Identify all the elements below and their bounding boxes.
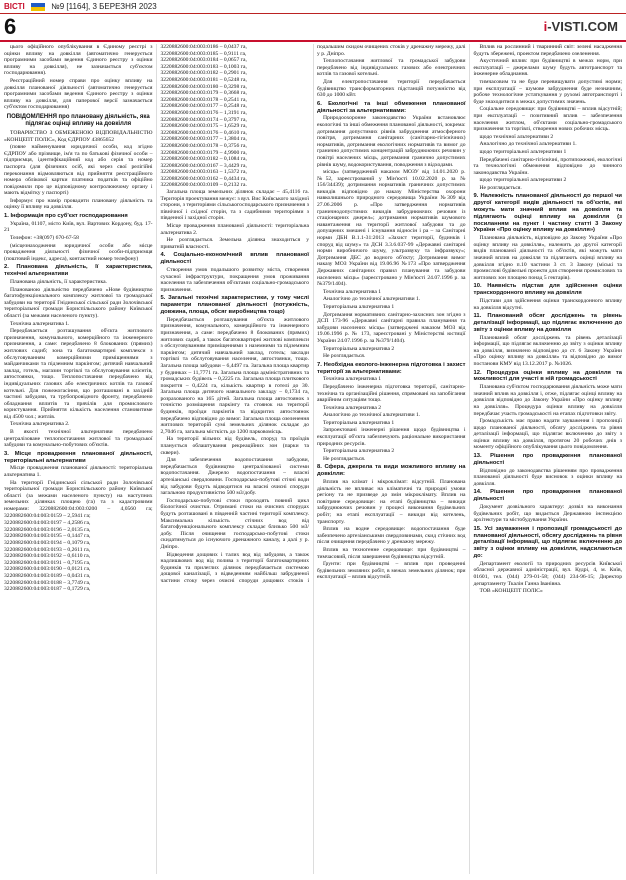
paragraph: Дотримання нормативних санітарно-захисних зон згідно з ДСП 173-96 «Державні санітарні правила планування та забудови населених місць» (затверджені наказом МОЗ від 19.06.1996 р. № 173, зареєстровані у Міністерстві юстиції України 24.07.1996 р. за №379/1404). (317, 311, 466, 344)
paragraph: Телефон: +38(097) 670-67-58 (10, 235, 79, 242)
section-heading: 8. Сфера, джерела та види можливого впливу на довкілля: (317, 464, 466, 478)
paragraph: Планованою діяльністю передбачено «Нове будівництво багатофункціонального комплексу житлової та громадської забудови на території Гнідинської сільської ради Золочівської територіальної громади Бориспільського району Київської області (за межами населеного пункту). (4, 286, 153, 319)
paragraph: Створення умов подальшого розвитку міста, створення сучасної інфраструктури, покращення умов проживання населення та забезпечення об'єктами соціально-громадського призначення. (160, 267, 309, 293)
paragraph: Планована діяльність, відповідно до Закону України «Про оцінку впливу на довкілля», належить до другої категорії видів планованої діяльності та об'єктів, які можуть мати значний вплив на довкілля та підлягають оцінці впливу на довкілля згідно п.10 частини 3 ст. 3 Закону (міські та промислові будівельні проекти для створення промислових та житлових зон площею понад 5 гектарів). (473, 235, 622, 281)
paragraph: Реєстраційний номер справи про оцінку впливу на довкілля планованої діяльності (автоматично генерується програмними засобами ведення Єдиного реєстру з оцінки впливу на довкілля, для паперової версії зазначається суб'єктом господарювання) (4, 77, 153, 111)
paragraph: Вплив на рослинний і тваринний світ: зелені насадження будуть збережені, проектом передбачено озеленення. (473, 44, 622, 57)
paragraph: Вплив на водне середовище: водопостачання буде забезпечено артезіанськими свердловинами, скид стічних вод після очищення передбачено у дренажну мережу. (317, 526, 466, 546)
paragraph: Територіальна альтернатива 2 (323, 345, 395, 352)
cadastral-item: 3220882600:04:003:0163 – 1,5372 га, (160, 169, 247, 176)
cadastral-item: 3220882600:04:003:0174 – 0,3797 га, (160, 116, 247, 123)
cadastral-item: 3220882600:04:003:0178 – 0,3756 га, (160, 142, 247, 149)
site-logo-highlight: i (543, 19, 548, 34)
paragraph: Аналогічно до технічної альтернативи 1. (323, 412, 421, 419)
paragraph: Територіальна альтернатива 1 (323, 419, 395, 426)
page-number: 6 (4, 14, 17, 39)
paragraph: На території вільних від будівель, споруд та проїздів планується облаштування рекреаційних зон (парки та сквери). (160, 436, 309, 456)
cadastral-item: 3220882600:04:003:0175 – 1,6529 га, (160, 123, 247, 130)
paragraph: Громадськість має право надати зауваження і пропозиції щодо планованої діяльності, обсягу досліджень та рівня деталізації інформації, що підлягає включенню до звіту з оцінки впливу на довкілля, протягом 20 робочих днів з моменту офіційного опублікування цього повідомлення. (473, 418, 622, 451)
cadastral-item: 3220882600:04:003:0188 – 3,7749 га, (4, 579, 91, 586)
paragraph: Місце провадження планованої діяльності: територіальна альтернатива 2. (160, 223, 309, 236)
site-logo[interactable] (544, 19, 618, 34)
paragraph: Запроектовані інженерні рішення щодо будівництва і експлуатації об'єкта забезпечують раціональне використання природних ресурсів. (317, 427, 466, 447)
cadastral-item: 3220882600:04:003:0109 – 0,2132 га. (160, 182, 247, 189)
cadastral-item: 3220882600:04:003:0177 – 1,3804 га, (160, 136, 247, 143)
cadastral-item: 3220882600:04:003:0186 – 0,0437 га, (160, 44, 247, 50)
cadastral-item: 3220882600:04:003:0179 – 4,9900 га, (160, 149, 247, 156)
paragraph: Не розглядається. (479, 184, 522, 191)
section-heading: 3. Місце провадження планованої діяльності, територіальні альтернативи (4, 450, 153, 464)
paragraph: Загальна площа земельних ділянок складає – 45,4116 га. Територія проектування межує: з вул. Вис Київського західної сторони, з територіями сільськогосподарського призначення з північної і східної сторін, та з садибними територіями з південної і західної сторін. (160, 189, 310, 222)
paragraph: Акустичний вплив: при будівництві в межах норм, при експлуатації – джерелами шуму будуть автотранспорт та інженерне обладнання. (473, 58, 622, 78)
paragraph: Вплив на клімат і мікроклімат: відсутній. Планована діяльність не впливає на кліматичні та природні умови регіону та не призведе до змін мікроклімату. Вплив на повітряне середовище: на етапі будівництва – викиди забруднюючих речовин у процесі виконання будівельних робіт; на етапі експлуатації – викиди від котелень, транспорту. (317, 479, 466, 525)
header-bar (0, 0, 626, 14)
section-heading: 13. Рішення про провадження планованої діяльності (473, 453, 622, 466)
section-heading: 9. Належність планованої діяльності до першої чи другої категорії видів діяльності та об'єктів, які можуть мати значний вплив на довкілля та підлягають оцінці впливу на довкілля (з посиланням на пункт і частину статті 3 Закону України «Про оцінку впливу на довкілля») (473, 193, 622, 234)
cadastral-item: 3220882600:04:003:0187 – 0,1729 га, (4, 586, 91, 593)
paragraph: місць» (затверджений наказом МОЗУ від 14.01.2020 р. №52, зареєстрований у Мін'юсті 10.02.2020 р. за № 156/34439); дотримання нормативів граничних допустимих викидів відповідно до наказу Міністерства охорони навколишнього природного середовища України №309 від 27.06.2006 р. «Про затвердження нормативів граничнодопустимих викидів забруднюючих речовин із стаціонарних джерел»; дотримання нормативів шумового навантаження на території житлової забудови та до допущених змешені і існування відносін і ра – за Санітарні норми ДБН В.1.1-31:2013 «Захист території, будинків і споруд від шуму» та ДСН 3.3.6.037-99 «Державні санітарні норми виробничого шуму, ультразвуку та інфразвуку»; Дотримання ДБС до водного об'єкту; Дотримання вимог наказу МОЗ України від 19.06.96 №173 «Про затвердження Державних санітарних правил планування та забудови населених місць» (зареєстровано у Мін'юсті 24.07.1996 р. за №379/1404). (317, 169, 466, 288)
paragraph: Аналогічно до технічної альтернативи 1. (323, 296, 421, 303)
masthead (4, 2, 157, 11)
paragraph: Вплив на техногенне середовище: при будівництві – тимчасовий, після завершення будівництва відсутній. (317, 546, 466, 560)
paragraph: Місце провадження планованої діяльності: територіальна альтернатива 1. (4, 465, 153, 479)
paragraph: Аналогічно до технічної альтернативи 1. (479, 141, 577, 148)
cadastral-item: 3220882600:04:003:0182 – 0,1084 га, (160, 156, 247, 163)
paragraph: Для забезпечення водопостачання забудови, передбачається будівництво централізованої системи водопостачання. Джерело водопостачання – власні артезіанські свердловини. Господарсько-побутові стічні води від забудови будуть відводитися на власні очисні споруди загальною продуктивністю 500 м3/добу. (160, 457, 309, 497)
paragraph: Ґрунти: при будівництві – вплив при проведенні будівельних земляних робіт, в межах земельних ділянок; при експлуатації – вплив відсутній. (317, 561, 466, 581)
section-heading: 15. Усі зауваження і пропозиції громадськості до планованої діяльності, обсягу досліджень та рівня деталізації інформації, що підлягає включенню до звіту з оцінки впливу на довкілля, надсилаються до: (473, 525, 622, 560)
cadastral-item: 3220882600:04:003:0183 – 0,1003 га, (160, 63, 247, 70)
section-heading: 6. Екологічні та інші обмеження планованої діяльності за альтернативами: (317, 100, 466, 114)
paragraph: Для електропостачання території передбачається будівництво трансформаторних підстанцій потужністю від 630 до 1000 кВт. (317, 78, 466, 99)
paragraph: щодо технічної альтернативи 2 (479, 133, 554, 140)
cadastral-item: 3220882600:04:003:0162 – 0,4434 га, (160, 175, 247, 182)
paragraph: Планована суб'єктом господарювання діяльність може мати значний вплив на довкілля і, отже, підлягає оцінці впливу на довкілля відповідно до Закону України «Про оцінку впливу на довкілля». Процедура оцінки впливу на довкілля передбачає участь громадськості на етапах підготовки звіту. (473, 384, 622, 417)
paragraph: Планована діяльність, її характеристика. (10, 279, 107, 286)
paragraph: Передбачається розташування об'єкта житлового призначення, комунального, комерційного та інженерного призначення, а саме: передбачено 8 блокованих (прямих) житлових садиб, а також багатоквартирні житлові комплекси з обслуговуванням приміщеннями з наземними та підземним паркінгом; дитячий навчальний заклад, готель; заклади торгівлі та обслуговування населення, автостоянки, тощо. Загальна площа забудови – 6,4497 га. Загальна площа квартир у будинках – 11,7771 га. Загальна площа адміністративних та громадських будівель – 0,2225 га. Загальна площа плиткового покриття – 0,4224 га, кількість квартир в готелі до 30. Загальна площа дитячого навчального закладу – 0,1734 га, розрахованого на 165 дітей. Загальна площа автостоянок з точністю розміщення паркінгу та стоянок на території будинків, проїзди паркінгів та відкритих автостоянок передбачено відповідно до вимог. Загальна площа озеленення житлових територій сумі земельних ділянок складає до 2,7046 га, загальна місткість до 1200 парковомісць. (160, 316, 309, 435)
paragraph: Технічна альтернатива 2 (323, 404, 382, 411)
paragraph: Підстави для здійснення оцінки транскордонного впливу на довкілля відсутні. (473, 298, 622, 311)
cadastral-item: 3220882600:04:003:0185 – 0,9111 га, (160, 50, 247, 57)
paragraph: Відведення дощових і талих вод від забудови, а також надлишкових вод від полива з території багатоквартирних будинків та прилеглих ділянок передбачається системою дощової каналізації, з відведенням найбільш забрудненої частини стоку через очисні споруди дощових стоків і подальшим скидом очищених стоків у дренажну мережу, далі у р. Дніпро. (160, 44, 466, 584)
cadastral-item: 3220882600:04:003:0192 – 0,6110 га, (4, 553, 91, 560)
paragraph: тимчасовим та не буде перевищувати допустимі норми; при експлуатації – шумове забруднення буде незначним, робоче технологічне устаткування у рухомі автотранспорті і буде знаходитися в межах допустимих значень. (473, 78, 622, 105)
paragraph: (місцезнаходження юридичної особи або місце провадження діяльності фізичної особи-підприємця (поштовий індекс, адреса), контактний номер телефону) (4, 242, 153, 262)
paragraph: Природоохоронне законодавство України встановлює екологічні та інші обмеження планованої діяльності, зокрема: дотримання допустимих рівнів забруднення атмосферного повітря, дотримання санітарних (санітарно-гігієнічних) нормативів, дотримання екологічних нормативів та вимог до гранично допустимих концентрацій забруднюючих речовин у повітрі населених місць, дотримання гранично допустимих рівнів шуму, водокористування, поводження з відходами. (317, 115, 466, 168)
paragraph: Не розглядається. (323, 455, 366, 462)
cadastral-item: 3220882600:04:003:0197 – 4,2586 га, (4, 520, 91, 527)
paragraph: Технічна альтернатива 1. (10, 320, 70, 327)
paragraph: Не розглядається. (323, 353, 366, 360)
paragraph: Теплопостачання житлової та громадської забудови передбачено від індивідуальних газових або електричних котлів та газової котельні. (317, 58, 466, 78)
flag-icon (31, 3, 45, 11)
section-heading: 10. Наявність підстав для здійснення оцінки транскордонного впливу на довкілля (473, 283, 622, 297)
paragraph: Планований обсяг досліджень та рівень деталізації інформації, що підлягає включенню до звіту з оцінки впливу на довкілля, визначено відповідно до ст. 6 Закону України «Про оцінку впливу на довкілля» та відповідно до вимог постанови КМУ від 13.12.2017 р. №1026. (473, 334, 622, 367)
paragraph: Інформує про намір провадити плановану діяльність та оцінку її впливу на довкілля. (4, 197, 153, 211)
cadastral-item: 3220882600:04:003:0191 – 0,7195 га, (4, 559, 91, 566)
cadastral-item: 3220882600:04:003:0182 – 0,2901 га, (160, 70, 247, 77)
signature: ТОВ «КОНЦЕПТ ПОЛІС» (479, 588, 543, 595)
paragraph: Україна, 01107, місто Київ, вул. Вартових Кордону, буд. 17-21 (4, 220, 153, 234)
section-heading: 11. Планований обсяг досліджень та рівень деталізації інформації, що підлягає включенню до звіту з оцінки впливу на довкілля (473, 313, 622, 333)
paragraph: В якості технічної альтернативи передбачено централізоване теплопостачання житлової та громадської забудови та комунально-побутових об'єктів. (4, 429, 153, 449)
cadastral-item: 3220882600:04:003:0193 – 0,2611 га, (4, 546, 91, 553)
paragraph: щодо територіальної альтернативи 2 (479, 177, 567, 184)
cadastral-item: 3220882600:04:003:0194 – 0,1079 га, (4, 539, 91, 546)
section-heading: 2. Планована діяльність, її характеристика, технічні альтернативи (4, 264, 153, 278)
paragraph: На території Гнідинської сільської ради Золочівської територіальної громади Бориспільського району Київської області (за межами населеного пункту) на наступних земельних ділянках площею (га) та з кадастровими номерами: 3220882600:04:003:0200 – 4,0560 га; 3220882600:04:003:0159 – 2,5941 га; (4, 479, 153, 519)
section-heading: 7. Необхідна еколого-інженерна підготовка і захист території за альтернативами: (317, 361, 466, 375)
paragraph: Передбачені санітарно-гігієнічні, протипожежні, екологічні та технологічні обмеження відповідно до чинного законодавства України. (473, 156, 622, 176)
paragraph: Територіальна альтернатива 2 (323, 448, 395, 455)
cadastral-item: 3220882600:04:003:0180 – 0,3298 га, (160, 83, 247, 90)
paragraph: Технічна альтернатива 1 (323, 288, 382, 295)
cadastral-item: 3220882600:04:003:0179 – 0,3668 га, (160, 90, 247, 97)
cadastral-list (161, 117, 310, 190)
paper-name: ВІСТІ (4, 2, 25, 11)
section-heading: 1. Інформація про суб'єкт господарювання (4, 213, 128, 220)
section-heading: 4. Соціально-економічний вплив планованої діяльності (160, 252, 309, 266)
cadastral-item: 3220882600:04:003:0195 – 0,1447 га, (4, 533, 91, 540)
cadastral-item: 3220882600:04:003:0176 – 0,4610 га, (160, 129, 247, 136)
cadastral-item: 3220882600:04:003:0190 – 0,0121 га, (4, 566, 91, 573)
paragraph: Департамент екології та природних ресурсів Київської обласної державної адміністрації, вул. Кудрі, 4, м. Київ, 01601, тел. (044) 279-01-58; (044) 234-96-15; Директор департаменту Ткалін Ганна Іванівна. (473, 560, 622, 587)
paragraph: Господарсько-побутові стоки проходять повний цикл біологічної очистки. Отримані стоки на очисних спорудах будуть розташовані в південній частині території комплексу. Максимальна кількість стічних вод від багатофункціонального комплексу складає близько 500 м3/добу. Після очищення господарсько-побутові стоки скидатимуться до існуючого дренажного каналу, а далі у р. Дніпро. (160, 497, 309, 550)
paragraph: цього офіційного опублікування в Єдиному реєстрі з оцінки впливу на довкілля (автоматично генерується програмними засобами ведення Єдиного реєстру з оцінки впливу на довкілля), не зазначається суб'єктом господарювання). (4, 44, 153, 77)
paragraph: щодо територіальної альтернативи 1 (479, 148, 567, 155)
cadastral-item: 3220882600:04:003:0196 – 2,0135 га, (4, 526, 91, 533)
cadastral-item: 3220882600:04:003:0167 – 3,4429 га, (160, 162, 247, 169)
article-columns (4, 44, 622, 874)
paragraph: Передбачається розташування об'єкта житлового призначення, комунального, комерційного та інженерного призначення, а саме: передбачено 8 блокованих (прямих) житлових садиб; зона та багатоквартирні комплекси з обслуговуванням комерційними приміщеннями з майданчиками та підземним паркінгом; дитячий навчальний заклад, готель, магазин торгівлі та обслуговування клієнтів, автостоянки, тощо. Теплопостачання передбачено від індивідуальних газових або електричних котлів та газової котельні. Для пожежогасіння, що розташовані в західній частині забудови, та трубопровідного фронту, передбачено обладнання вплитів та прячілів для промислового користування. Прийняття кількість населення становитиме від 4500 чол.; житлів. (4, 328, 153, 420)
section-heading: 5. Загальні технічні характеристики, у тому числі параметри планованої діяльності (потужність, довжина, площа, обсяг виробництва тощо) (160, 295, 309, 315)
paragraph: Відповідно до законодавства рішенням про провадження планованої діяльності буде висновок з оцінки впливу на довкілля. (473, 467, 622, 487)
cadastral-item: 3220882600:04:003:0176 – 1,3191 га, (160, 109, 247, 116)
paragraph: Передбачено інженерна підготовка території, санітарно-технічна та організаційні рішення, спрямовані на запобігання аварійним ситуаціям тощо. (317, 383, 466, 404)
paragraph: Технічна альтернатива 2. (10, 421, 70, 428)
cadastral-item: 3220882600:04:003:0189 – 0,0431 га, (4, 572, 91, 579)
section-heading: 14. Рішення про провадження планованої діяльності (473, 489, 622, 503)
cadastral-item: 3220882600:04:003:0177 – 0,2548 га, (160, 103, 247, 110)
cadastral-item: 3220882600:04:003:0178 – 0,2541 га, (160, 96, 247, 103)
paragraph: Соціальне середовище: при будівництві – вплив відсутній; при експлуатації – позитивний вплив – забезпечення населення житлом, об'єктами соціально-громадського призначення та торгівлі, створення нових робочих місць. (473, 106, 622, 133)
paragraph: Документ дозвільного характеру: дозвіл на виконання будівельних робіт, що видається Державною інспекцією архітектури та містобудування України. (473, 504, 622, 524)
paragraph: (повне найменування юридичної особи, код згідно ЄДРПОУ або прізвище, ім'я та по батькові фізичної особи – підприємця, ідентифікаційний код або серія та номер паспорта (для фізичних осіб, які через свої релігійні переконання відмовляються від прийняття реєстраційного номера облікової картки платника податків та офіційно повідомили про це відповідному контролюючому органу і мають відмітку у паспорті) (4, 144, 153, 197)
paragraph: ТОВАРИСТВО З ОБМЕЖЕНОЮ ВІДПОВІДАЛЬНІСТЮ «КОНЦЕПТ ПОЛІС», Код ЄДРПОУ 43865652 (4, 129, 153, 143)
cadastral-item: 3220882600:04:003:0181 – 0,5248 га, (160, 76, 247, 83)
paragraph: Територіальна альтернатива 1 (323, 303, 395, 310)
issue-info: №9 [1164], 3 БЕРЕЗНЯ 2023 (51, 2, 157, 11)
paragraph: Технічна альтернатива 1 (323, 376, 382, 383)
article-title: ПОВІДОМЛЕННЯ про плановану діяльність, яка підлягає оцінці впливу на довкілля (6, 113, 150, 127)
paragraph: Не розглядається. Земельна ділянка знаходиться у приватній власності. (160, 237, 309, 250)
section-heading: 12. Процедура оцінки впливу на довкілля та можливості для участі в ній громадськості (473, 369, 622, 383)
header-divider (0, 40, 626, 42)
cadastral-item: 3220882600:04:003:0184 – 0,0657 га, (160, 57, 247, 64)
site-logo-text: -VISTI.COM (547, 19, 618, 34)
